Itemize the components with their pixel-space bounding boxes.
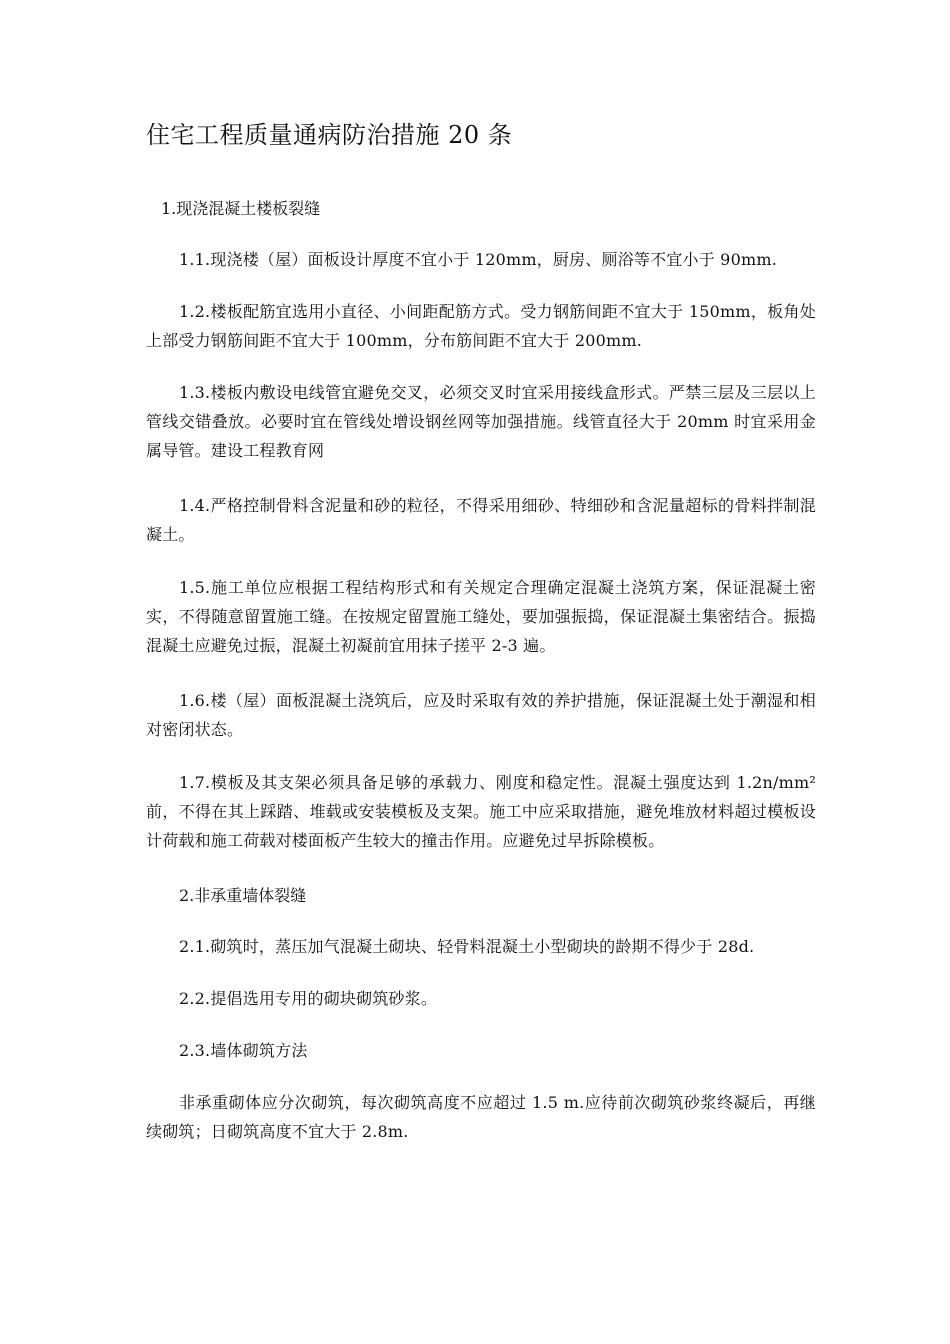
section-heading: 1.现浇混凝土楼板裂缝 <box>161 199 321 218</box>
list-item: 2.3.墙体砌筑方法 <box>179 1041 308 1060</box>
list-item: 1.4.严格控制骨料含泥量和砂的粒径，不得采用细砂、特细砂和含泥量超标的骨料拌制混凝土。 <box>146 496 816 544</box>
list-item: 非承重砌体应分次砌筑，每次砌筑高度不应超过 1.5 m.应待前次砌筑砂浆终凝后，再继续砌筑；日砌筑高度不宜大于 2.8m. <box>146 1093 816 1141</box>
section-heading: 2.非承重墙体裂缝 <box>179 886 307 905</box>
document-title: 住宅工程质量通病防治措施 20 条 <box>146 121 513 149</box>
list-item: 1.2.楼板配筋宜选用小直径、小间距配筋方式。受力钢筋间距不宜大于 150mm，板角处上部受力钢筋间距不宜大于 100mm，分布筋间距不宜大于 200mm. <box>146 302 816 350</box>
list-item: 1.7.模板及其支架必须具备足够的承载力、刚度和稳定性。混凝土强度达到 1.2n/mm² 前，不得在其上踩踏、堆载或安装模板及支架。施工中应采取措施，避免堆放材料超过模板设计荷载和施工荷载对楼面板产生较大的撞击作用。应避免过早拆除模板。 <box>146 773 816 850</box>
list-item: 1.5.施工单位应根据工程结构形式和有关规定合理确定混凝土浇筑方案，保证混凝土密实，不得随意留置施工缝。在按规定留置施工缝处，要加强振捣，保证混凝土集密结合。振捣混凝土应避免过振，混凝土初凝前宜用抹子搓平 2-3 遍。 <box>146 578 816 655</box>
list-item: 1.1.现浇楼（屋）面板设计厚度不宜小于 120mm，厨房、厕浴等不宜小于 90mm. <box>179 250 777 269</box>
list-item: 2.2.提倡选用专用的砌块砌筑砂浆。 <box>179 989 438 1008</box>
list-item: 2.1.砌筑时，蒸压加气混凝土砌块、轻骨料混凝土小型砌块的龄期不得少于 28d. <box>179 937 755 956</box>
list-item: 1.3.楼板内敷设电线管宜避免交叉，必须交叉时宜采用接线盒形式。严禁三层及三层以上管线交错叠放。必要时宜在管线处增设钢丝网等加强措施。线管直径大于 20mm 时宜采用金属导管。建设工程教育网 <box>146 383 816 460</box>
list-item: 1.6.楼（屋）面板混凝土浇筑后，应及时采取有效的养护措施，保证混凝土处于潮湿和相对密闭状态。 <box>146 691 816 739</box>
